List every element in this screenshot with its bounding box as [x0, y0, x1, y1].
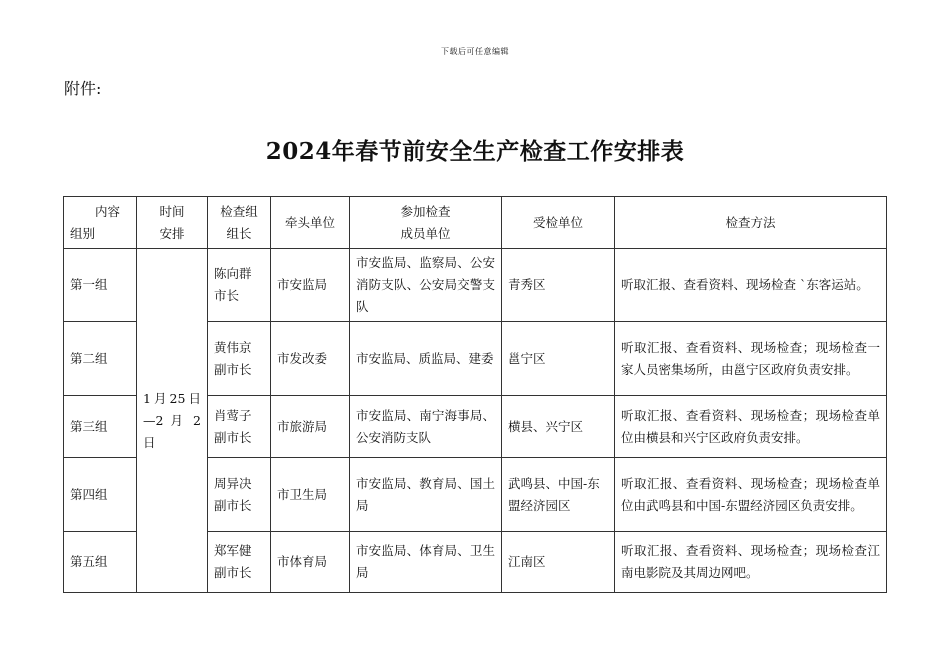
header-group-cell [64, 197, 137, 249]
header-time-cell [137, 197, 208, 249]
inspected-unit-cell: 横县、兴宁区 [502, 396, 615, 458]
members-cell: 市安监局、南宁海事局、公安消防支队 [350, 396, 502, 458]
leader-name: 周异决 [214, 475, 252, 491]
group-cell: 第四组 [64, 458, 137, 532]
leader-name: 郑军健 [214, 543, 252, 558]
method-cell: 听取汇报、查看资料、现场检查；现场检查一家人员密集场所，由邕宁区政府负责安排。 [615, 322, 887, 396]
table-row [64, 249, 887, 322]
group-cell: 第二组 [64, 322, 137, 396]
method-cell: 听取汇报、查看资料、现场检查 `东客运站。 [615, 249, 887, 322]
members-cell: 市安监局、监察局、公安消防支队、公安局交警支队 [350, 249, 502, 322]
lead-unit-cell: 市安监局 [271, 249, 350, 322]
header-method: 检查方法 [615, 197, 887, 249]
header-leader-label: 组长 [226, 225, 252, 241]
table-header-row [64, 197, 887, 249]
inspected-unit-cell: 邕宁区 [502, 322, 615, 396]
header-group-label: 组别 [70, 225, 96, 241]
header-note: 下载后可任意编辑 [441, 47, 509, 56]
group-cell: 第五组 [64, 532, 137, 593]
leader-title: 副市长 [214, 361, 252, 377]
header-lead-unit: 牵头单位 [271, 197, 350, 249]
inspected-unit-cell: 江南区 [502, 532, 615, 593]
leader-title: 副市长 [214, 565, 252, 580]
leader-title: 市长 [214, 288, 240, 303]
leader-name: 肖莺子 [214, 407, 252, 423]
lead-unit-cell: 市旅游局 [271, 396, 350, 458]
page-title: 2024年春节前安全生产检查工作安排表 [265, 138, 685, 165]
header-content-label: 内容 [94, 203, 120, 219]
leader-name: 陈向群 [214, 266, 252, 281]
lead-unit-cell: 市发改委 [271, 322, 350, 396]
method-cell: 听取汇报、查看资料、现场检查；现场检查单位由横县和兴宁区政府负责安排。 [615, 396, 887, 458]
header-arrangement-label: 安排 [159, 225, 185, 241]
members-cell: 市安监局、教育局、国土局 [350, 458, 502, 532]
header-time-label: 时间 [159, 203, 185, 219]
inspection-schedule-table [63, 196, 887, 593]
leader-cell [208, 249, 271, 322]
leader-title: 副市长 [214, 497, 252, 513]
method-cell: 听取汇报、查看资料、现场检查；现场检查江南电影院及其周边网吧。 [615, 532, 887, 593]
header-participating-label: 参加检查 [400, 203, 451, 219]
header-member-units-label: 成员单位 [400, 225, 451, 241]
leader-cell [208, 532, 271, 593]
group-cell: 第三组 [64, 396, 137, 458]
members-cell: 市安监局、体育局、卫生局 [350, 532, 502, 593]
header-members-cell [350, 197, 502, 249]
leader-cell [208, 458, 271, 532]
header-inspected-unit: 受检单位 [502, 197, 615, 249]
leader-cell [208, 322, 271, 396]
inspected-unit-cell: 武鸣县、中国-东盟经济园区 [502, 458, 615, 532]
members-cell: 市安监局、质监局、建委 [350, 322, 502, 396]
inspected-unit-cell: 青秀区 [502, 249, 615, 322]
header-leader-cell [208, 197, 271, 249]
attachment-label: 附件: [64, 79, 102, 98]
leader-cell [208, 396, 271, 458]
leader-title: 副市长 [214, 429, 252, 445]
group-cell: 第一组 [64, 249, 137, 322]
time-range-cell: 1月25日—2 月 2 日 [137, 249, 208, 593]
lead-unit-cell: 市卫生局 [271, 458, 350, 532]
leader-name: 黄伟京 [214, 339, 252, 355]
header-inspection-group-label: 检查组 [220, 203, 258, 219]
lead-unit-cell: 市体育局 [271, 532, 350, 593]
method-cell: 听取汇报、查看资料、现场检查；现场检查单位由武鸣县和中国-东盟经济园区负责安排。 [615, 458, 887, 532]
